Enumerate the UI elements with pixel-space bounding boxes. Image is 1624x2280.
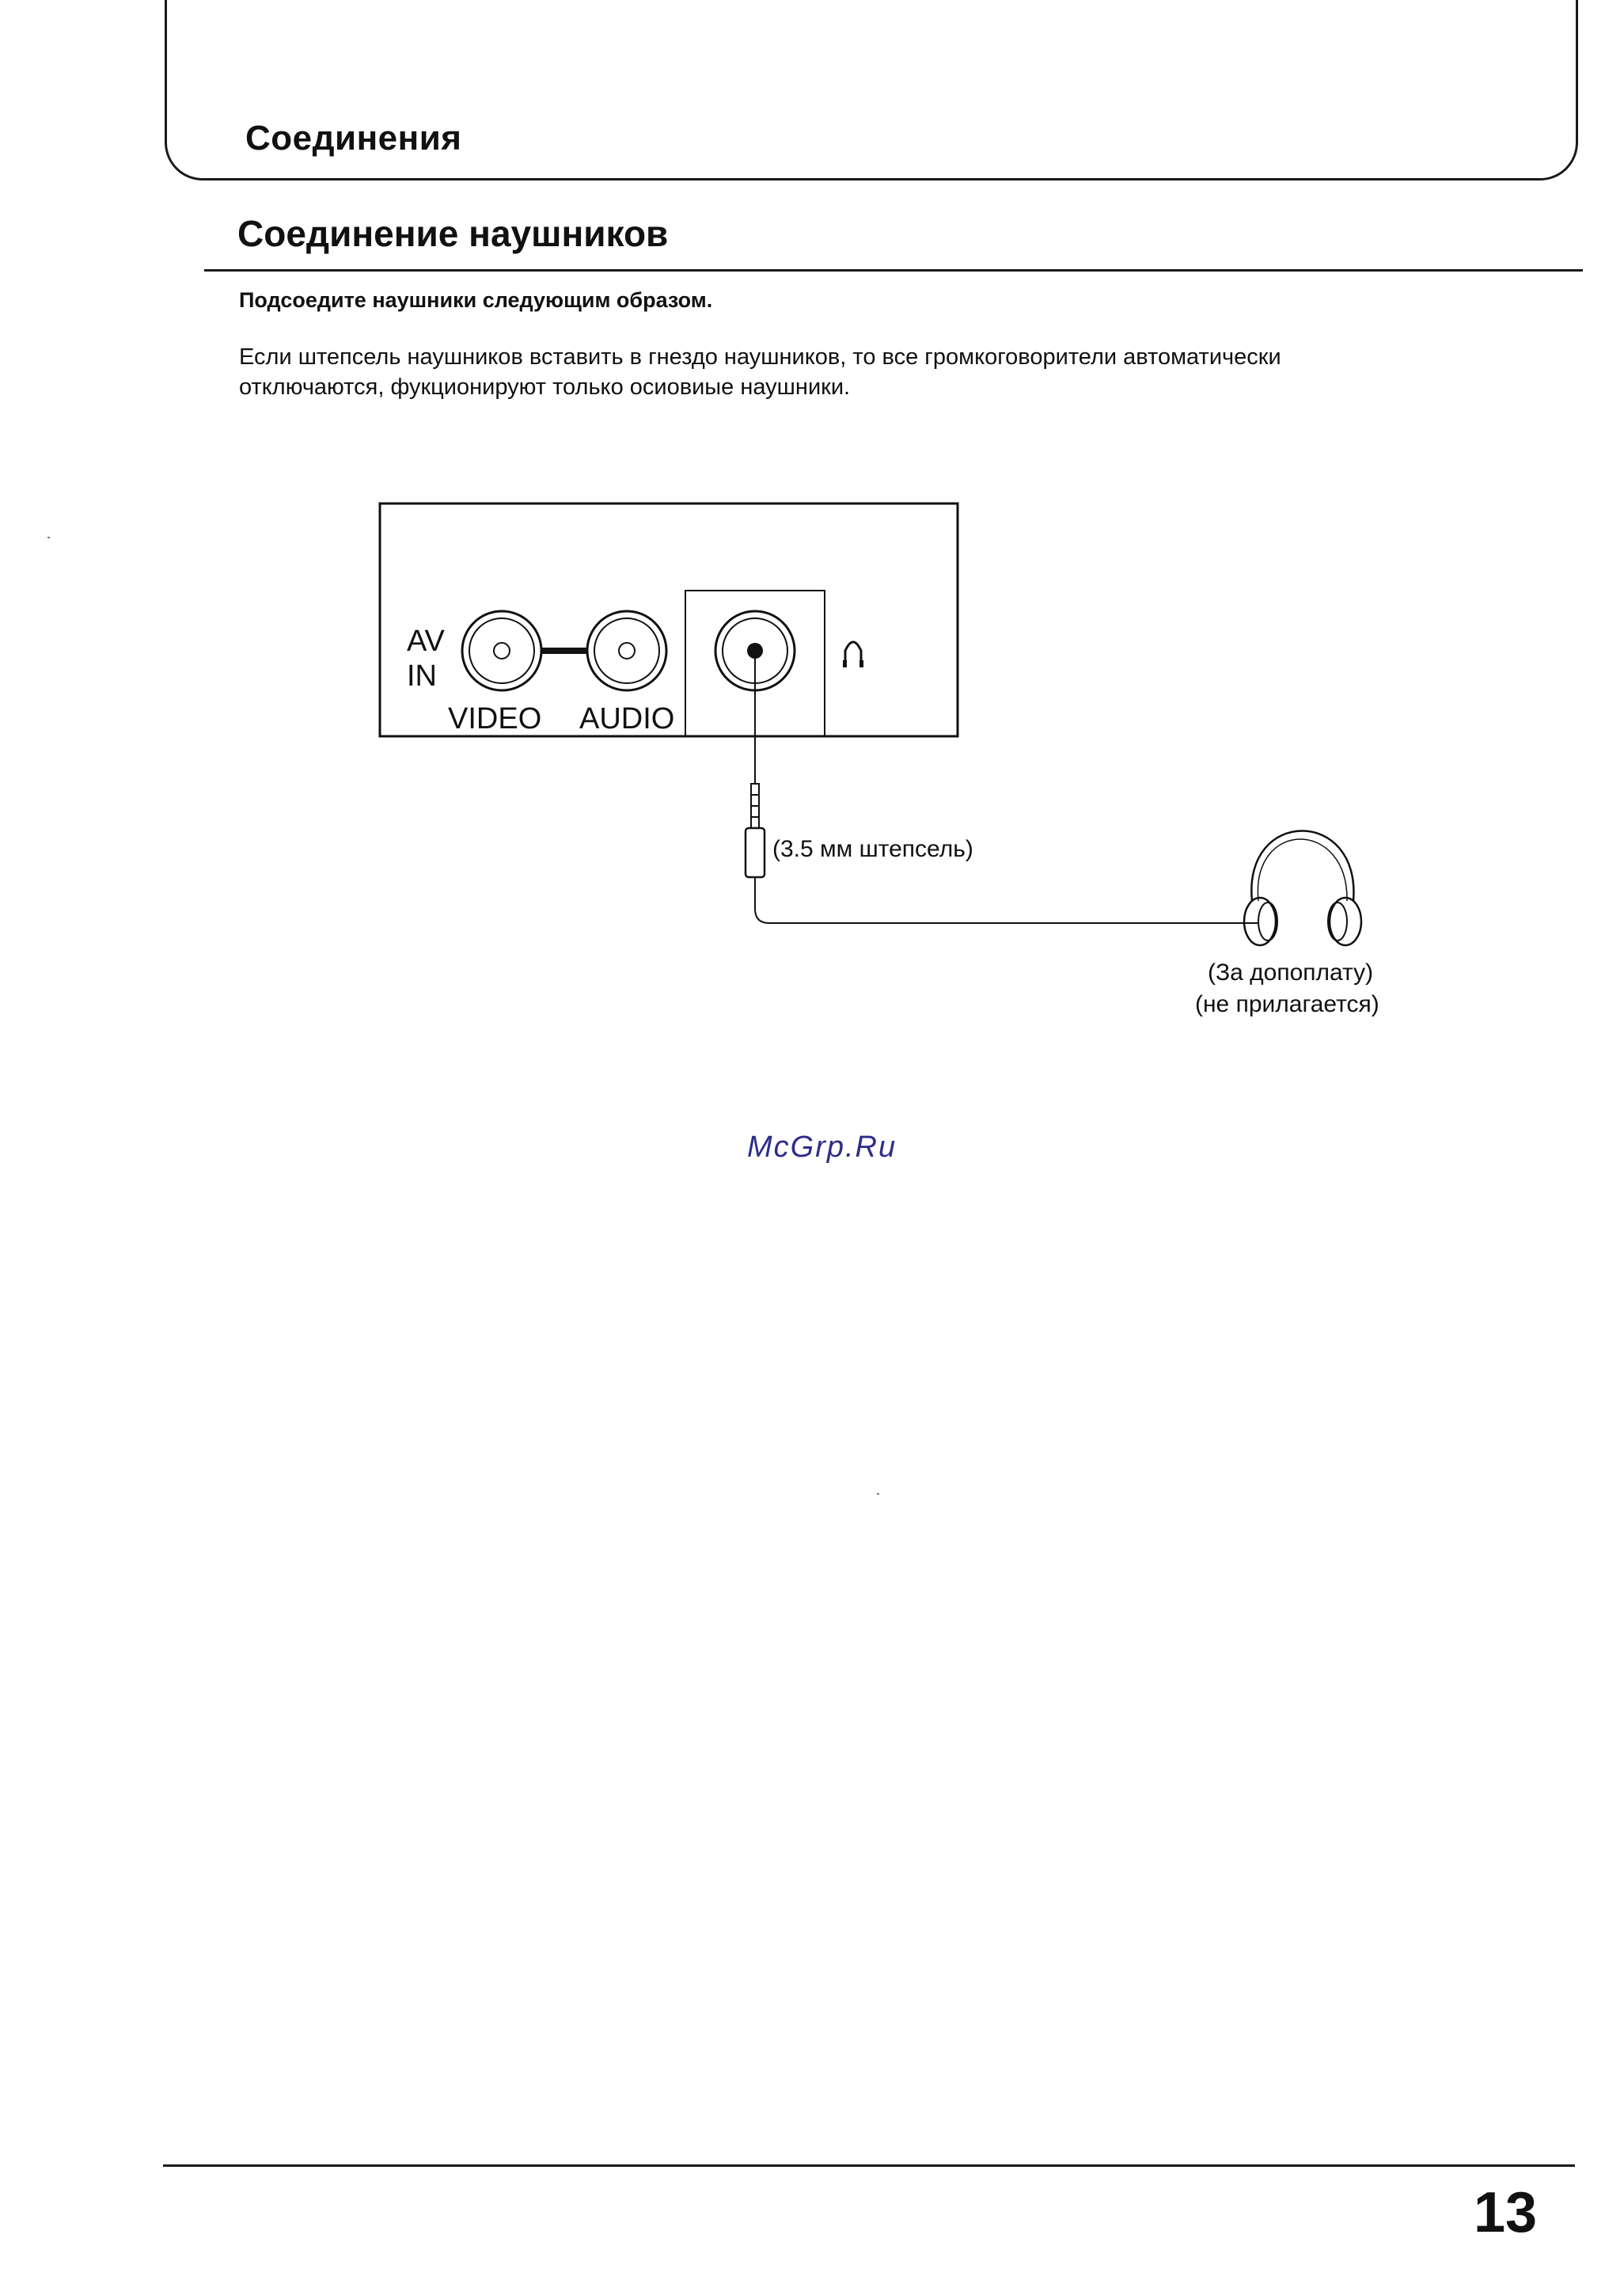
tv-panel [380, 504, 958, 736]
headphone-symbol-icon [843, 642, 863, 667]
body-line-2: отключаются, фукционируют только осиовиые наушники. [239, 374, 851, 400]
headphones-note-2: (не прилагается) [1195, 991, 1379, 1017]
headphones-icon [1244, 831, 1361, 946]
video-label: VIDEO [448, 702, 542, 735]
jack-link-bar [541, 648, 587, 654]
video-jack [462, 611, 541, 690]
connection-diagram [0, 0, 1624, 1069]
cable [755, 877, 1258, 923]
lead-instruction: Подсоедите наушники следующим образом. [239, 288, 713, 312]
headphones-note-1: (За допоплату) [1208, 960, 1374, 986]
audio-label: AUDIO [579, 702, 675, 735]
plug-icon [746, 784, 765, 877]
av-label: AV [407, 625, 445, 658]
footer-rule [163, 2164, 1575, 2167]
page-heading: Соединение наушников [237, 213, 669, 254]
plug-label: (3.5 мм штепсель) [772, 836, 973, 862]
section-title: Соединения [245, 119, 462, 158]
body-line-1: Если штепсель наушников вставить в гнездо наушников, то все громкоговорители автоматически [239, 344, 1281, 370]
scan-speck [877, 1493, 879, 1495]
page-number: 13 [1474, 2181, 1538, 2244]
watermark: McGrp.Ru [747, 1130, 897, 1164]
in-label: IN [407, 659, 437, 693]
audio-jack [587, 611, 666, 690]
scan-speck [47, 537, 50, 538]
